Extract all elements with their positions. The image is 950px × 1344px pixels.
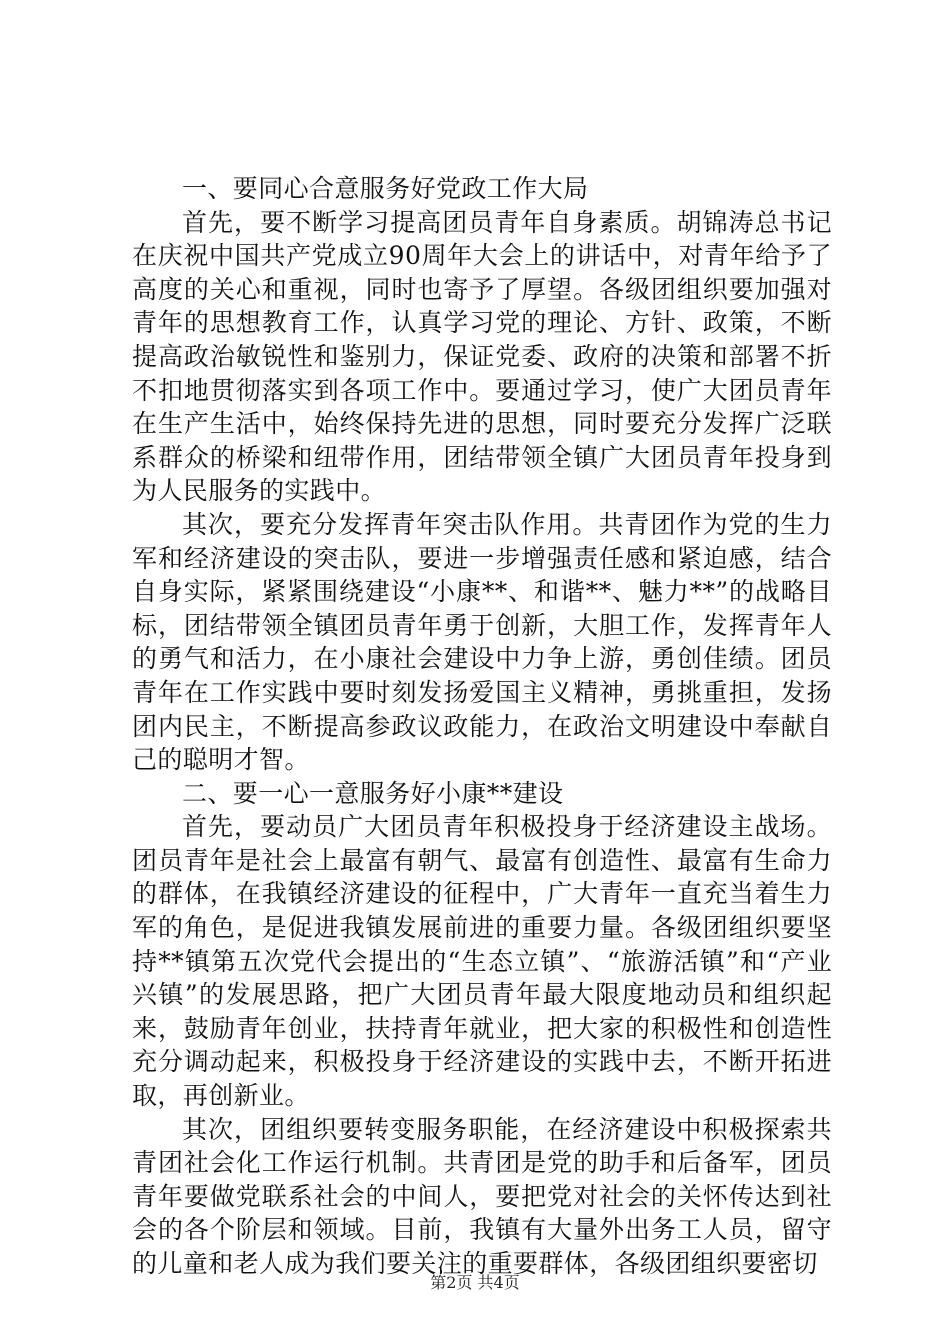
paragraph-3: 首先，要动员广大团员青年积极投身于经济建设主战场。团员青年是社会上最富有朝气、最富有创造性、最富有生命力的群体，在我镇经济建设的征程中，广大青年一直充当着生力军的角色，是促进我镇发展前进的重要力量。各级团组织要坚持**镇第五次党代会提出的“生态立镇”、“旅游活镇”和“产业兴镇”的发展思路，把广大团员青年最大限度地动员和组织起来，鼓励青年创业，扶持青年就业，把大家的积极性和创造性充分调动起来，积极投身于经济建设的实践中去，不断开拓进取，再创新业。: [132, 812, 832, 1111]
section-heading-2: 二、要一心一意服务好小康**建设: [182, 778, 564, 808]
page-number-footer: 第2页 共4页: [430, 1273, 520, 1292]
section-heading-1: 一、要同心合意服务好党政工作大局: [182, 174, 589, 203]
paragraph-1: 首先，要不断学习提高团员青年自身素质。胡锦涛总书记在庆祝中国共产党成立90周年大会上的讲话中，对青年给予了高度的关心和重视，同时也寄予了厚望。各级团组织要加强对青年的思想教育工作，认真学习党的理论、方针、政策，不断提高政治敏锐性和鉴别力，保证党委、政府的决策和部署不折不扣地贯彻落实到各项工作中。要通过学习，使广大团员青年在生产生活中，始终保持先进的思想，同时要充分发挥广泛联系群众的桥梁和纽带作用，团结带领全镇广大团员青年投身到为人民服务的实践中。: [132, 207, 832, 506]
paragraph-2: 其次，要充分发挥青年突击队作用。共青团作为党的生力军和经济建设的突击队，要进一步增强责任感和紧迫感，结合自身实际，紧紧围绕建设“小康**、和谐**、魅力**”的战略目标，团结带领全镇团员青年勇于创新，大胆工作，发挥青年人的勇气和活力，在小康社会建设中力争上游，勇创佳绩。团员青年在工作实践中要时刻发扬爱国主义精神，勇挑重担，发扬团内民主，不断提高参政议政能力，在政治文明建设中奉献自己的聪明才智。: [132, 509, 832, 775]
paragraph-4: 其次，团组织要转变服务职能，在经济建设中积极探索共青团社会化工作运行机制。共青团是党的助手和后备军，团员青年要做党联系社会的中间人，要把党对社会的关怀传达到社会的各个阶层和领域。目前，我镇有大量外出务工人员，留守的儿童和老人成为我们要关注的重要群体，各级团组织要密切: [132, 1114, 832, 1278]
document-body: [132, 172, 832, 1281]
